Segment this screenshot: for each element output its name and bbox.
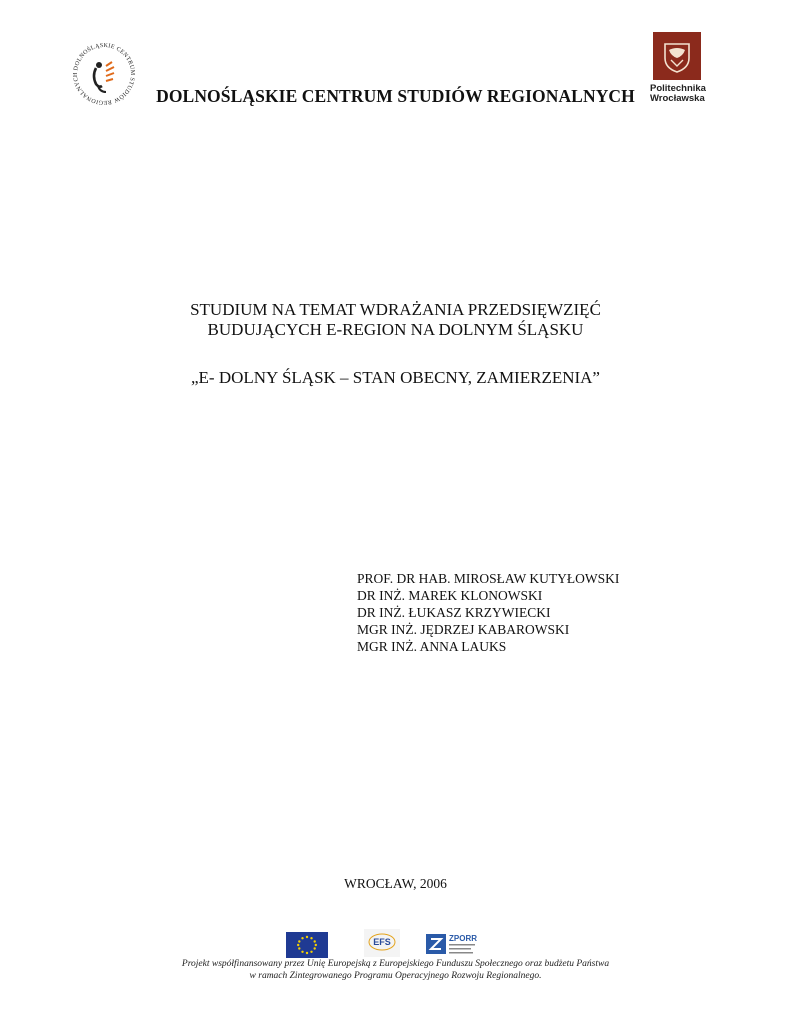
efs-logo bbox=[364, 929, 400, 957]
university-logo bbox=[653, 32, 701, 80]
study-title-line2: BUDUJĄCYCH E-REGION NA DOLNYM ŚLĄSKU bbox=[207, 320, 584, 339]
author-item: DR INŻ. MAREK KLONOWSKI bbox=[357, 588, 543, 603]
study-title bbox=[0, 300, 791, 340]
author-item: PROF. DR HAB. MIROSŁAW KUTYŁOWSKI bbox=[357, 571, 620, 586]
svg-text:ZPORR: ZPORR bbox=[449, 934, 477, 943]
author-item: MGR INŻ. ANNA LAUKS bbox=[357, 639, 507, 654]
funding-note bbox=[0, 959, 791, 982]
place-date: WROCŁAW, 2006 bbox=[344, 876, 447, 891]
eu-flag-icon bbox=[286, 932, 328, 958]
author-list bbox=[357, 570, 619, 655]
zporr-logo bbox=[426, 930, 486, 958]
funding-note-line1: Projekt współfinansowany przez Unię Europejską z Europejskiego Funduszu Społecznego oraz budżetu Państwa bbox=[181, 959, 610, 969]
organisation-title: DOLNOŚLĄSKIE CENTRUM STUDIÓW REGIONALNYCH bbox=[156, 86, 635, 106]
funding-note-line2: w ramach Zintegrowanego Programu Operacyjnego Rozwoju Regionalnego. bbox=[249, 970, 542, 981]
study-subtitle: „E- DOLNY ŚLĄSK – STAN OBECNY, ZAMIERZENIA” bbox=[191, 368, 600, 387]
author-item: DR INŻ. ŁUKASZ KRZYWIECKI bbox=[357, 605, 551, 620]
university-name-line2: Wrocławska bbox=[650, 93, 705, 104]
author-item: MGR INŻ. JĘDRZEJ KABAROWSKI bbox=[357, 622, 570, 637]
svg-text:DOLNOŚLĄSKIE CENTRUM STUDIÓW R: DOLNOŚLĄSKIE CENTRUM STUDIÓW REGIONALNYCH bbox=[72, 42, 136, 106]
university-name-line1: Politechnika bbox=[650, 83, 706, 94]
svg-text:EFS: EFS bbox=[373, 937, 391, 947]
study-title-line1: STUDIUM NA TEMAT WDRAŻANIA PRZEDSIĘWZIĘĆ bbox=[190, 300, 601, 319]
